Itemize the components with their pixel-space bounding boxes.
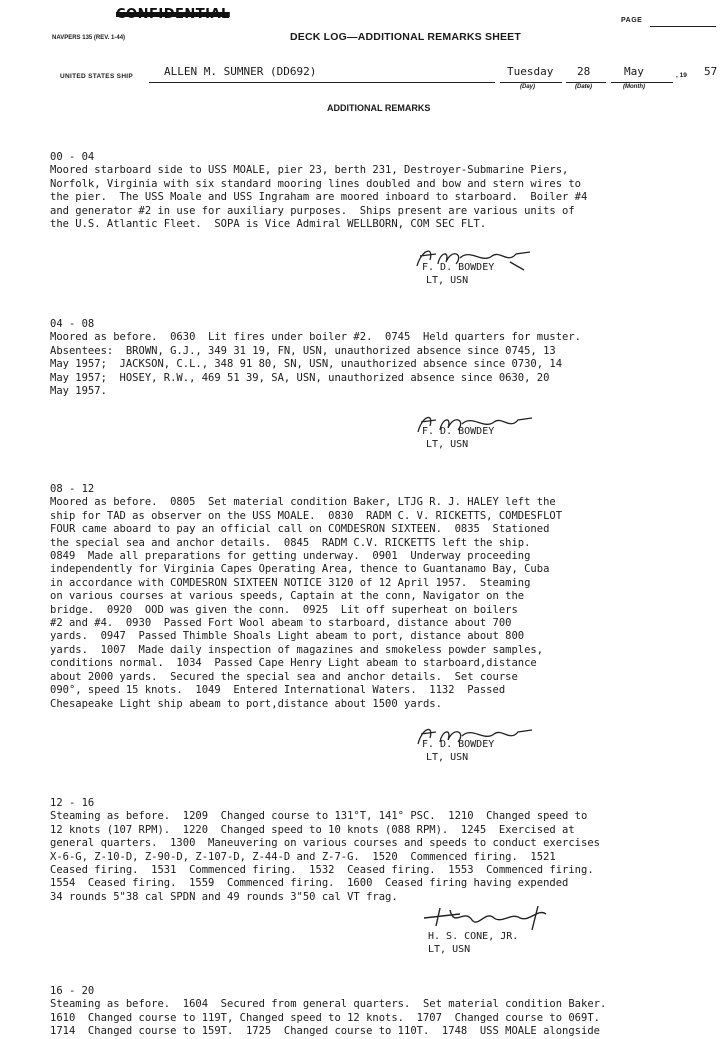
watch-period: 16 - 20 xyxy=(50,985,95,997)
day-label: (Day) xyxy=(520,84,536,90)
entry-line: Ceased firing. 1531 Commenced firing. 1532 Ceased firing. 1553 Commenced firing. xyxy=(50,864,594,877)
ship-line xyxy=(149,82,495,83)
entry-line: Absentees: BROWN, G.J., 349 31 19, FN, USN, unauthorized absence since 0745, 13 xyxy=(50,344,556,357)
signer-name: F. D. BOWDEY xyxy=(422,262,495,273)
entry-line: Moored starboard side to USS MOALE, pier 23, berth 231, Destroyer-Submarine Piers, xyxy=(50,164,569,177)
entry-line: the U.S. Atlantic Fleet. SOPA is Vice Admiral WELLBORN, COM SEC FLT. xyxy=(50,218,487,231)
signature-block xyxy=(412,244,542,304)
signer-rank: LT, USN xyxy=(426,275,469,286)
entry-line: 1610 Changed course to 119T, Changed speed to 12 knots. 1707 Changed course to 069T. xyxy=(50,1011,600,1024)
entry-line: in accordance with COMDESRON SIXTEEN NOTICE 3120 of 12 April 1957. Steaming xyxy=(50,576,531,589)
entry-line: May 1957. xyxy=(50,385,107,398)
entry-line: Steaming as before. 1209 Changed course to 131°T, 141° PSC. 1210 Changed speed to xyxy=(50,810,588,823)
signer-rank: LT, USN xyxy=(426,439,469,450)
log-entry xyxy=(50,483,700,711)
entry-line: 34 rounds 5"38 cal SPDN and 49 rounds 3"50 cal VT frag. xyxy=(50,890,398,903)
entry-line: the special sea and anchor details. 0845 RADM C.V. RICKETTS left the ship. xyxy=(50,536,531,549)
day-value: Tuesday xyxy=(507,65,554,78)
entry-line: and generator #2 in use for auxiliary purposes. Ships present are various units of xyxy=(50,204,575,217)
entry-line: 12 knots (107 RPM). 1220 Changed speed to 10 knots (088 RPM). 1245 Exercised at xyxy=(50,823,575,836)
entry-line: yards. 1007 Made daily inspection of magazines and smokeless powder samples, xyxy=(50,643,544,656)
signature-block xyxy=(412,722,542,772)
form-title: DECK LOG—ADDITIONAL REMARKS SHEET xyxy=(290,31,521,43)
entry-line: #2 and #4. 0930 Passed Fort Wool abeam to starboard, distance about 700 xyxy=(50,617,512,630)
entry-line: Norfolk, Virginia with six standard mooring lines doubled and bow and stern wires to xyxy=(50,177,582,190)
log-entry xyxy=(50,985,700,1039)
page-number-line xyxy=(650,26,716,27)
year-prefix: , 19 xyxy=(676,72,687,79)
section-title: ADDITIONAL REMARKS xyxy=(327,103,431,113)
signer-rank: LT, USN xyxy=(426,752,469,763)
entry-line: yards. 0947 Passed Thimble Shoals Light abeam to port, distance about 800 xyxy=(50,630,525,643)
log-entry xyxy=(50,151,700,231)
month-label: (Month) xyxy=(623,84,645,90)
watch-period: 04 - 08 xyxy=(50,318,95,330)
page-label: PAGE xyxy=(621,17,643,24)
signer-name: F. D. BOWDEY xyxy=(422,426,495,437)
entry-line: Chesapeake Light ship abeam to port,distance about 1500 yards. xyxy=(50,697,442,710)
entry-line: 0849 Made all preparations for getting underway. 0901 Underway proceeding xyxy=(50,550,531,563)
log-entry xyxy=(50,318,700,398)
date-line xyxy=(566,82,606,83)
watch-period: 08 - 12 xyxy=(50,483,95,495)
signature-block xyxy=(412,410,542,460)
entry-line: bridge. 0920 OOD was given the conn. 0925 Lit off superheat on boilers xyxy=(50,603,518,616)
day-line xyxy=(500,82,562,83)
entry-line: May 1957; HOSEY, R.W., 469 51 39, SA, USN, unauthorized absence since 0630, 20 xyxy=(50,371,550,384)
entry-line: 1714 Changed course to 159T. 1725 Changed course to 110T. 1748 USS MOALE alongside xyxy=(50,1025,600,1038)
signer-name: F. D. BOWDEY xyxy=(422,739,495,750)
entry-line: 1554 Ceased firing. 1559 Commenced firing. 1600 Ceased firing having expended xyxy=(50,877,569,890)
entry-line: independently for Virginia Capes Operating Area, thence to Guantanamo Bay, Cuba xyxy=(50,563,550,576)
entry-line: May 1957; JACKSON, C.L., 348 91 80, SN, USN, unauthorized absence since 0730, 14 xyxy=(50,358,563,371)
entry-line: on various courses at various speeds, Captain at the conn, Navigator on the xyxy=(50,590,525,603)
signature-block xyxy=(420,904,560,964)
year-value: 57 xyxy=(704,65,718,78)
entry-line: Moored as before. 0805 Set material condition Baker, LTJG R. J. HALEY left the xyxy=(50,496,556,509)
entry-line: 090°, speed 15 knots. 1049 Entered International Waters. 1132 Passed xyxy=(50,684,506,697)
date-label: (Date) xyxy=(575,84,593,90)
watch-period: 12 - 16 xyxy=(50,797,95,809)
signer-rank: LT, USN xyxy=(428,944,471,955)
form-number: NAVPERS 135 (REV. 1-44) xyxy=(52,35,126,41)
date-value: 28 xyxy=(577,65,591,78)
month-line xyxy=(611,82,673,83)
entry-line: conditions normal. 1034 Passed Cape Henry Light abeam to starboard,distance xyxy=(50,657,537,670)
entry-line: ship for TAD as observer on the USS MOALE. 0830 RADM C. V. RICKETTS, COMDESFLOT xyxy=(50,509,563,522)
entry-line: X-6-G, Z-10-D, Z-90-D, Z-107-D, Z-44-D and Z-7-G. 1520 Commenced firing. 1521 xyxy=(50,850,556,863)
entry-line: about 2000 yards. Secured the special sea and anchor details. Set course xyxy=(50,670,518,683)
log-entry xyxy=(50,797,700,904)
watch-period: 00 - 04 xyxy=(50,151,95,163)
entry-line: Steaming as before. 1604 Secured from general quarters. Set material condition Baker. xyxy=(50,998,607,1011)
signer-name: H. S. CONE, JR. xyxy=(428,931,519,942)
month-value: May xyxy=(624,65,644,78)
entry-line: FOUR came aboard to pay an official call on COMDESRON SIXTEEN. 0835 Stationed xyxy=(50,523,550,536)
classification-stamp: CONFIDENTIAL xyxy=(116,7,230,22)
ship-name: ALLEN M. SUMNER (DD692) xyxy=(164,65,317,78)
entry-line: Moored as before. 0630 Lit fires under boiler #2. 0745 Held quarters for muster. xyxy=(50,331,582,344)
entry-line: the pier. The USS Moale and USS Ingraham are moored inboard to starboard. Boiler #4 xyxy=(50,191,588,204)
ship-label: UNITED STATES SHIP xyxy=(60,73,134,80)
entry-line: general quarters. 1300 Maneuvering on various courses and speeds to conduct exercises xyxy=(50,837,600,850)
handwritten-signature xyxy=(420,904,560,934)
